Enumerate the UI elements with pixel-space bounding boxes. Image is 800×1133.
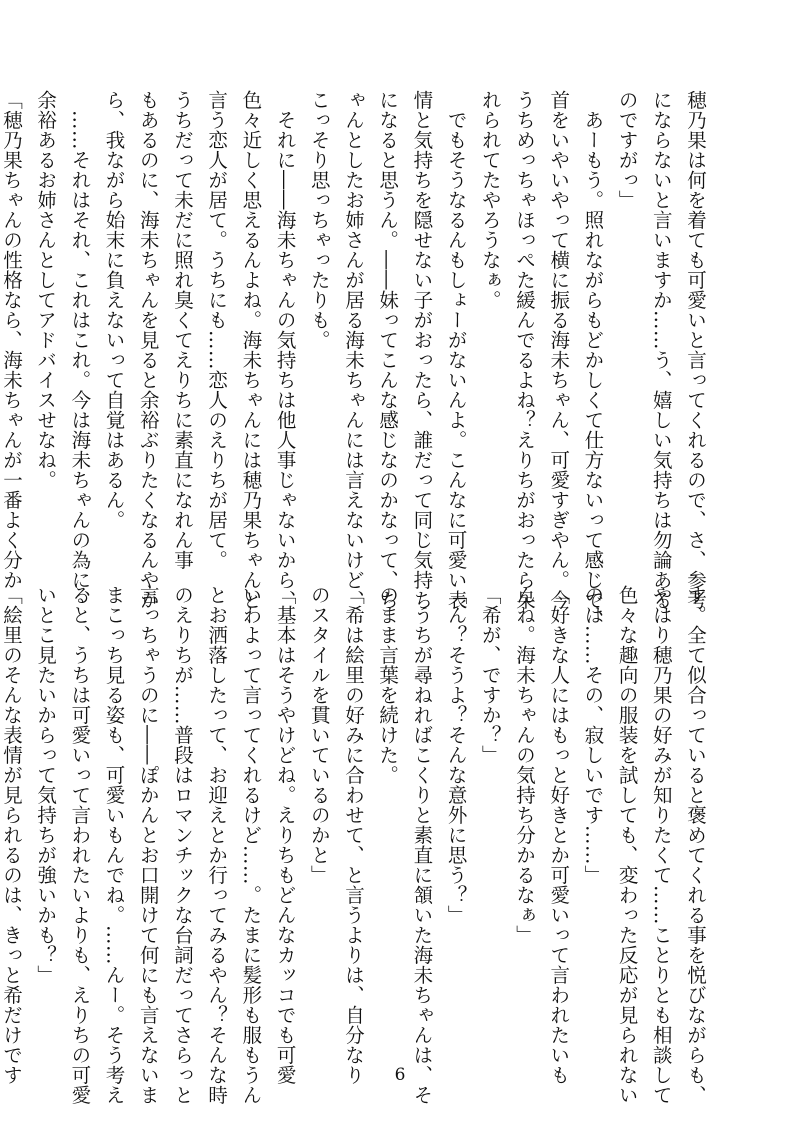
text-line: ゃんとしたお姉さんが居る海未ちゃんには言えないけど、 xyxy=(341,90,365,610)
text-line: のえりちが……普段はロマンチックな台詞だってさらっと xyxy=(170,585,194,1105)
text-line: ……それはそれ、これはこれ。今は海未ちゃんの為に、 xyxy=(68,90,92,610)
text-line: 首をいやいやって横に振る海未ちゃん、可愛すぎやん。今 xyxy=(547,90,571,610)
text-line: うちめっちゃほっぺた緩んでるよね？えりちがおったら呆 xyxy=(512,90,536,610)
text-line: んね。海未ちゃんの気持ち分かるなぁ」 xyxy=(512,585,536,945)
text-line: 言う恋人が居て。うちにも……恋人のえりちが居て。 xyxy=(205,90,229,570)
text-line: 「希は絵里の好みに合わせて、と言うよりは、自分なり xyxy=(341,585,365,1085)
text-line: のスタイルを貫いているのかと」 xyxy=(307,585,331,885)
text-line: 「穂乃果ちゃんの性格なら、海未ちゃんが一番よく分か xyxy=(0,90,23,590)
text-block-bottom xyxy=(0,585,712,1105)
text-line: れられてたやろうなぁ。 xyxy=(478,90,502,310)
text-line: 「好きな人にはもっと好きとか可愛いって言われたいも xyxy=(547,585,571,1085)
text-line: 「希が、ですか？」 xyxy=(478,585,502,765)
text-line: 「絵里のそんな表情が見られるのは、きっと希だけです xyxy=(0,585,23,1085)
text-line: いわよって言ってくれるけど……。たまに髪形も服もうん xyxy=(239,585,263,1105)
text-line: ると、うちは可愛いって言われたいよりも、えりちの可愛 xyxy=(68,585,92,1105)
text-block-top xyxy=(0,90,712,630)
text-line: もあるのに、海未ちゃんを見ると余裕ぶりたくなるんやか xyxy=(136,90,160,610)
text-line: になると思うん。――妹ってこんな感じなのかなって、ち xyxy=(376,90,400,610)
text-line: のは……その、寂しいです……」 xyxy=(581,585,605,885)
text-line: す。全て似合っていると褒めてくれる事を悦びながらも、 xyxy=(684,585,707,1105)
text-line: 言っちゃうのに――ぽかんとお口開けて何にも言えないま xyxy=(136,585,160,1105)
text-line: やはり穂乃果の好みが知りたくて……ことりとも相談して xyxy=(649,585,673,1105)
text-line: 穂乃果は何を着ても可愛いと言ってくれるので、さ、参考 xyxy=(684,90,707,610)
page-number: 6 xyxy=(394,1065,406,1085)
text-line: でもそうなるんもしょーがないんよ。こんなに可愛い表 xyxy=(444,90,468,610)
text-line: のですがっ」 xyxy=(615,90,639,210)
text-line: 情と気持ちを隠せない子がおったら、誰だって同じ気持ち xyxy=(410,90,434,610)
text-line: それに――海未ちゃんの気持ちは他人事じゃないから、 xyxy=(273,90,297,610)
text-line: こっそり思っちゃったりも。 xyxy=(307,90,331,350)
text-line: あーもう。照れながらもどかしくて仕方ないって感じで、 xyxy=(581,90,605,630)
text-line: 色々な趣向の服装を試しても、変わった反応が見られない xyxy=(615,585,639,1105)
text-line: にならないと言いますか……う、嬉しい気持ちは勿論ある xyxy=(649,90,673,610)
text-line: ら、我ながら始末に負えないって自覚はあるん。 xyxy=(102,90,126,530)
text-line: 「ん？そうよ？そんな意外に思う？」 xyxy=(444,585,468,925)
text-line: 色々近しく思えるんよね。海未ちゃんには穂乃果ちゃんと xyxy=(239,90,263,610)
text-line: のまま言葉を続けた。 xyxy=(376,585,400,785)
text-line: まこっち見る姿も、可愛いもんでね。……んー。そう考え xyxy=(102,585,126,1105)
text-line: とお洒落したって、お迎えとか行ってみるやん？そんな時 xyxy=(205,585,229,1105)
text-line: うちだって未だに照れ臭くてえりちに素直になれん事 xyxy=(170,90,194,570)
text-line: うちが尋ねればこくりと素直に頷いた海未ちゃんは、そ xyxy=(410,585,434,1105)
text-line: 余裕あるお姉さんとしてアドバイスせなね。 xyxy=(34,90,58,490)
text-line: いとこ見たいからって気持ちが強いかも？」 xyxy=(34,585,58,985)
text-line: 「基本はそうやけどね。えりちもどんなカッコでも可愛 xyxy=(273,585,297,1085)
